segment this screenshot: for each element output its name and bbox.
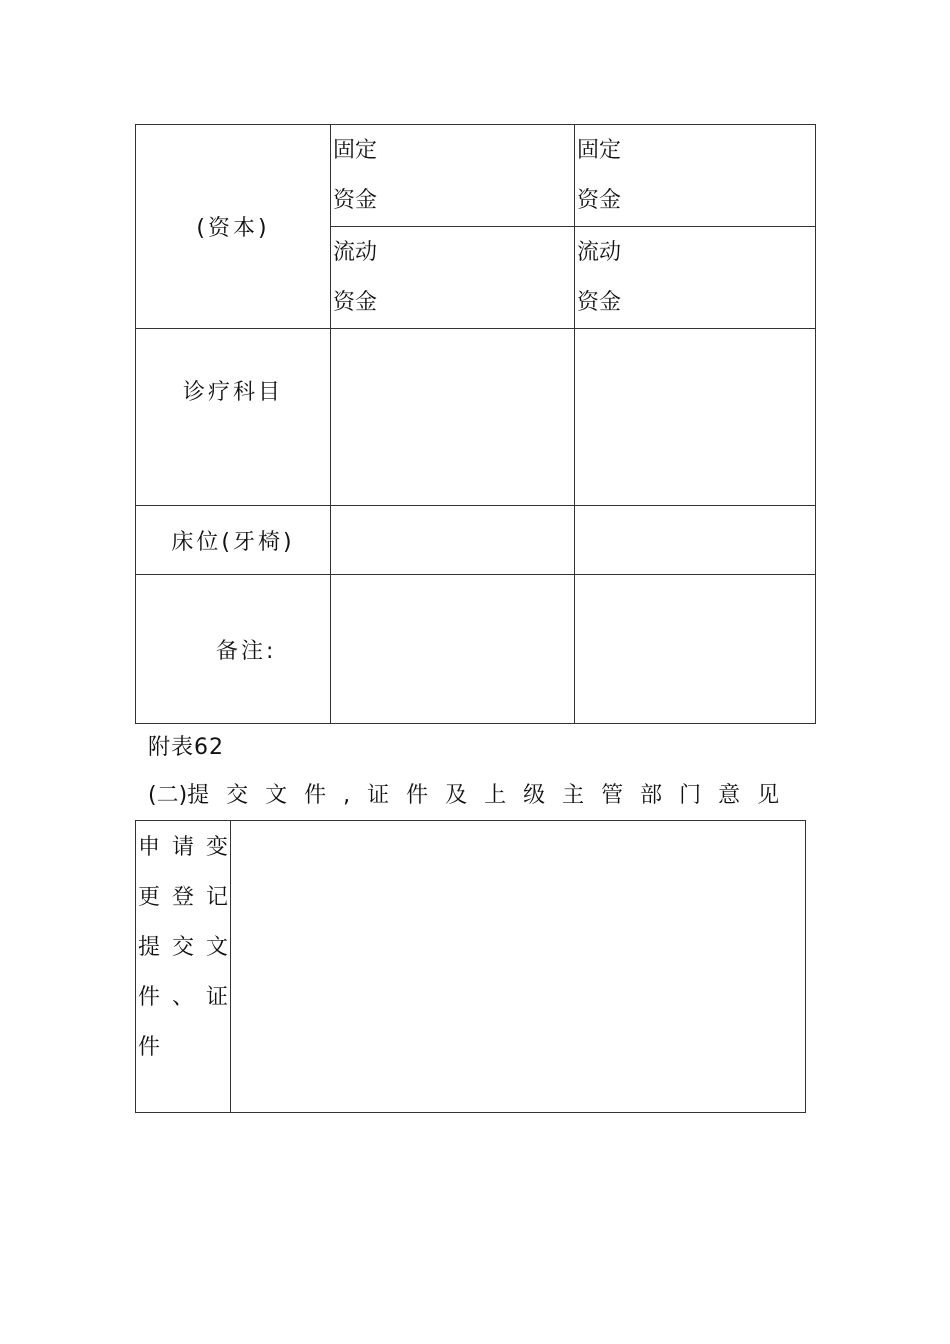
current-capital-before xyxy=(331,227,575,329)
beds-after-cell[interactable] xyxy=(575,506,816,575)
documents-label-line: 件 xyxy=(138,1035,173,1060)
capital-label: (资本) xyxy=(136,125,331,329)
documents-content-cell[interactable] xyxy=(231,821,806,1113)
current-capital-line1: 流动 xyxy=(577,240,622,265)
current-capital-line1: 流动 xyxy=(333,240,378,265)
diagnosis-subjects-after-cell[interactable] xyxy=(575,329,816,506)
documents-table xyxy=(135,820,806,1113)
section-title: 提交文件,证件及上级主管部门意见 xyxy=(187,783,797,808)
notes-label: 备注: xyxy=(136,575,331,724)
fixed-capital-line1: 固定 xyxy=(333,138,378,163)
section-heading xyxy=(148,778,796,809)
capital-info-table xyxy=(135,124,816,724)
section-number: (二) xyxy=(148,783,188,808)
fixed-capital-line2: 资金 xyxy=(577,188,622,213)
notes-before-cell[interactable] xyxy=(331,575,575,724)
documents-label-line: 件、证 xyxy=(138,985,241,1010)
documents-label-line: 申请变 xyxy=(138,835,241,860)
fixed-capital-line2: 资金 xyxy=(333,188,378,213)
documents-label-line: 提交文 xyxy=(138,935,241,960)
beds-before-cell[interactable] xyxy=(331,506,575,575)
current-capital-line2: 资金 xyxy=(577,290,622,315)
current-capital-line2: 资金 xyxy=(333,290,378,315)
appendix-caption: 附表62 xyxy=(148,735,224,760)
diagnosis-subjects-before-cell[interactable] xyxy=(331,329,575,506)
current-capital-after xyxy=(575,227,816,329)
documents-label xyxy=(136,821,241,1113)
notes-after-cell[interactable] xyxy=(575,575,816,724)
diagnosis-subjects-label: 诊疗科目 xyxy=(136,329,331,506)
documents-label-line: 更登记 xyxy=(138,885,241,910)
fixed-capital-before xyxy=(331,125,575,227)
beds-label: 床位(牙椅) xyxy=(136,506,331,575)
fixed-capital-line1: 固定 xyxy=(577,138,622,163)
fixed-capital-after xyxy=(575,125,816,227)
